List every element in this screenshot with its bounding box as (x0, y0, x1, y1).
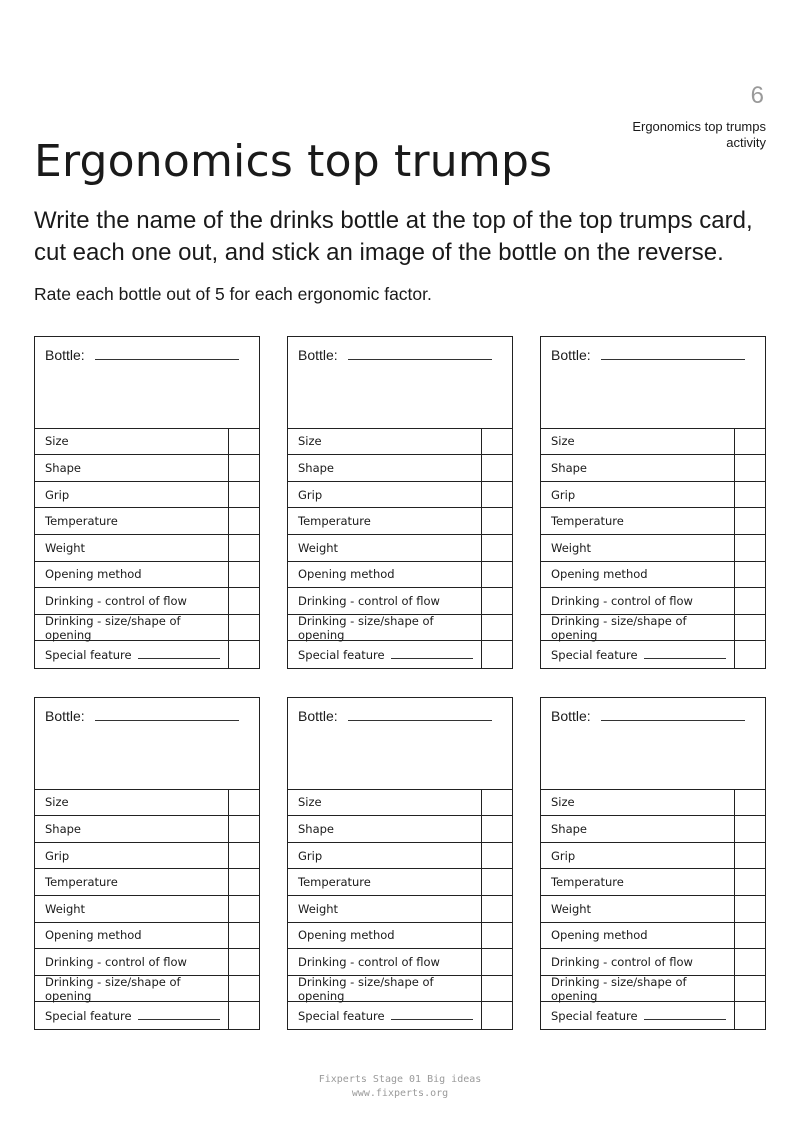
factor-label-cell (35, 816, 228, 842)
factor-label-cell (541, 641, 734, 668)
factor-label-cell (35, 790, 228, 816)
card-header (541, 698, 765, 790)
score-box[interactable] (481, 482, 512, 508)
factor-label: Temperature (45, 514, 118, 529)
factor-label: Drinking - size/shape of opening (298, 974, 434, 1003)
factor-label-cell (35, 641, 228, 668)
factor-label: Grip (551, 848, 576, 863)
factor-row (288, 790, 512, 817)
factor-label: Special feature (45, 647, 132, 662)
score-box[interactable] (228, 843, 259, 869)
trump-card (287, 697, 513, 1030)
score-box[interactable] (481, 535, 512, 561)
factor-label-cell (288, 535, 481, 561)
score-box[interactable] (734, 1002, 765, 1029)
header-caption (632, 119, 766, 151)
score-box[interactable] (481, 790, 512, 816)
score-box[interactable] (481, 896, 512, 922)
factor-row (288, 455, 512, 482)
factor-row (288, 508, 512, 535)
factor-label-cell (541, 1002, 734, 1029)
score-box[interactable] (228, 976, 259, 1002)
bottle-label: Bottle: (298, 347, 338, 363)
factor-label-cell (35, 615, 228, 641)
factor-label-cell (288, 843, 481, 869)
factor-row (541, 482, 765, 509)
factor-label-cell (288, 588, 481, 614)
factor-label: Shape (298, 822, 335, 837)
bottle-name-field[interactable] (601, 708, 745, 721)
factor-label: Size (551, 795, 575, 810)
score-box[interactable] (734, 429, 765, 455)
factor-label: Size (551, 434, 575, 449)
factor-label: Grip (45, 848, 70, 863)
factor-label: Temperature (45, 875, 118, 890)
factor-row (35, 816, 259, 843)
factor-label-cell (35, 508, 228, 534)
factor-label-cell (288, 869, 481, 895)
bottle-label: Bottle: (551, 708, 591, 724)
factor-label-cell (288, 562, 481, 588)
score-box[interactable] (481, 1002, 512, 1029)
score-box[interactable] (481, 869, 512, 895)
factor-label: Shape (551, 461, 588, 476)
factor-row (541, 562, 765, 589)
trump-card (34, 336, 260, 669)
card-header (288, 337, 512, 429)
factor-row (288, 1002, 512, 1029)
factor-row (288, 949, 512, 976)
score-box[interactable] (734, 923, 765, 949)
score-box[interactable] (228, 896, 259, 922)
factor-row (541, 1002, 765, 1029)
score-box[interactable] (228, 508, 259, 534)
factor-row (288, 641, 512, 668)
trump-card (540, 336, 766, 669)
card-header (541, 337, 765, 429)
factor-label: Opening method (45, 928, 142, 943)
instruction-text: Rate each bottle out of 5 for each ergonomic factor. (34, 284, 432, 304)
factor-row (35, 508, 259, 535)
score-box[interactable] (228, 790, 259, 816)
factor-label: Drinking - size/shape of opening (551, 613, 687, 642)
card-header (35, 698, 259, 790)
factor-label-cell (35, 1002, 228, 1029)
factor-label: Temperature (298, 514, 371, 529)
factor-row (35, 790, 259, 817)
factor-label-cell (288, 641, 481, 668)
score-box[interactable] (734, 482, 765, 508)
factor-label-cell (288, 976, 481, 1002)
factor-row (541, 535, 765, 562)
header-caption-line2: activity (726, 135, 766, 150)
factor-label-cell (541, 923, 734, 949)
factor-label-cell (35, 843, 228, 869)
factor-row (288, 976, 512, 1003)
footer-line2: www.fixperts.org (351, 1088, 449, 1099)
factor-row (35, 588, 259, 615)
factor-label-cell (288, 615, 481, 641)
factor-row (541, 790, 765, 817)
factor-label: Opening method (45, 567, 142, 582)
factor-label: Drinking - control of flow (45, 954, 187, 969)
factor-row (288, 615, 512, 642)
factor-label-cell (35, 562, 228, 588)
factor-label-cell (541, 615, 734, 641)
score-box[interactable] (481, 976, 512, 1002)
factor-label: Special feature (298, 1008, 385, 1023)
factor-label: Shape (45, 461, 82, 476)
factor-label-cell (288, 1002, 481, 1029)
score-box[interactable] (481, 843, 512, 869)
factor-label-cell (541, 976, 734, 1002)
page-number: 6 (750, 82, 764, 109)
factor-label-cell (541, 562, 734, 588)
factor-row (541, 429, 765, 456)
score-box[interactable] (481, 508, 512, 534)
score-box[interactable] (481, 641, 512, 668)
factor-label: Weight (298, 540, 339, 555)
bottle-label: Bottle: (298, 708, 338, 724)
factor-row (288, 482, 512, 509)
factor-label: Weight (45, 540, 86, 555)
factor-row (541, 508, 765, 535)
bottle-label: Bottle: (45, 708, 85, 724)
factor-row (35, 949, 259, 976)
factor-label: Drinking - size/shape of opening (298, 613, 434, 642)
factor-label: Temperature (298, 875, 371, 890)
factor-label-cell (541, 790, 734, 816)
score-box[interactable] (734, 976, 765, 1002)
factor-row (288, 562, 512, 589)
score-box[interactable] (734, 896, 765, 922)
trump-card (34, 697, 260, 1030)
factor-label-cell (288, 816, 481, 842)
factor-label-cell (541, 508, 734, 534)
factor-label: Opening method (551, 567, 648, 582)
score-box[interactable] (228, 562, 259, 588)
factor-row (541, 455, 765, 482)
special-feature-field[interactable] (138, 1011, 220, 1020)
factor-row (288, 588, 512, 615)
cards-grid (34, 336, 765, 1030)
factor-label: Opening method (298, 567, 395, 582)
factor-label: Grip (298, 487, 323, 502)
factor-label-cell (541, 535, 734, 561)
special-feature-field[interactable] (138, 650, 220, 659)
score-box[interactable] (481, 455, 512, 481)
score-box[interactable] (734, 455, 765, 481)
score-box[interactable] (228, 923, 259, 949)
special-feature-field[interactable] (644, 650, 726, 659)
score-box[interactable] (228, 429, 259, 455)
factor-label-cell (288, 790, 481, 816)
score-box[interactable] (734, 816, 765, 842)
score-box[interactable] (228, 869, 259, 895)
score-box[interactable] (228, 455, 259, 481)
factor-row (288, 429, 512, 456)
factor-row (541, 869, 765, 896)
factor-label: Drinking - size/shape of opening (45, 613, 181, 642)
factor-label-cell (35, 429, 228, 455)
factor-label: Size (45, 434, 69, 449)
factor-label: Size (298, 795, 322, 810)
factor-label: Weight (551, 901, 592, 916)
score-box[interactable] (734, 949, 765, 975)
factor-label-cell (35, 588, 228, 614)
factor-row (541, 976, 765, 1003)
factor-label-cell (288, 508, 481, 534)
factor-label-cell (288, 455, 481, 481)
score-box[interactable] (481, 588, 512, 614)
score-box[interactable] (481, 615, 512, 641)
factor-label: Grip (45, 487, 70, 502)
factor-row (541, 816, 765, 843)
score-box[interactable] (734, 843, 765, 869)
factor-row (541, 949, 765, 976)
factor-row (541, 615, 765, 642)
factor-label: Shape (551, 822, 588, 837)
score-box[interactable] (228, 816, 259, 842)
factor-label-cell (35, 455, 228, 481)
factor-label-cell (541, 843, 734, 869)
special-feature-field[interactable] (644, 1011, 726, 1020)
score-box[interactable] (734, 615, 765, 641)
factor-label-cell (541, 455, 734, 481)
factor-label-cell (288, 949, 481, 975)
factor-label: Grip (298, 848, 323, 863)
score-box[interactable] (734, 869, 765, 895)
factor-label: Drinking - control of flow (298, 593, 440, 608)
page-title: Ergonomics top trumps (34, 136, 553, 187)
score-box[interactable] (481, 429, 512, 455)
factor-label: Special feature (551, 647, 638, 662)
factor-row (35, 535, 259, 562)
factor-label-cell (288, 429, 481, 455)
score-box[interactable] (481, 562, 512, 588)
factor-label: Opening method (298, 928, 395, 943)
factor-row (35, 923, 259, 950)
score-box[interactable] (481, 949, 512, 975)
factor-label: Drinking - control of flow (298, 954, 440, 969)
factor-label: Special feature (298, 647, 385, 662)
factor-label-cell (35, 923, 228, 949)
factor-label: Opening method (551, 928, 648, 943)
score-box[interactable] (228, 535, 259, 561)
factor-label-cell (541, 816, 734, 842)
factor-row (35, 896, 259, 923)
score-box[interactable] (228, 588, 259, 614)
trump-card (540, 697, 766, 1030)
score-box[interactable] (734, 588, 765, 614)
bottle-label: Bottle: (551, 347, 591, 363)
factor-row (35, 482, 259, 509)
factor-label: Shape (45, 822, 82, 837)
factor-row (35, 976, 259, 1003)
factor-row (541, 588, 765, 615)
score-box[interactable] (481, 816, 512, 842)
factor-label-cell (541, 869, 734, 895)
score-box[interactable] (228, 482, 259, 508)
factor-label: Special feature (551, 1008, 638, 1023)
score-box[interactable] (228, 1002, 259, 1029)
factor-label-cell (288, 896, 481, 922)
factor-label: Shape (298, 461, 335, 476)
footer (0, 1073, 800, 1101)
bottle-name-field[interactable] (348, 347, 492, 360)
intro-text: Write the name of the drinks bottle at the top of the top trumps card, cut each one out, and stick an image of the bottle on the reverse. (34, 207, 753, 266)
footer-line1: Fixperts Stage 01 Big ideas (318, 1074, 482, 1085)
score-box[interactable] (734, 508, 765, 534)
factor-label: Temperature (551, 875, 624, 890)
factor-row (288, 923, 512, 950)
factor-row (35, 843, 259, 870)
factor-label-cell (541, 896, 734, 922)
factor-label: Drinking - control of flow (551, 593, 693, 608)
factor-row (541, 843, 765, 870)
factor-label-cell (541, 429, 734, 455)
card-header (288, 698, 512, 790)
factor-label-cell (288, 923, 481, 949)
factor-label: Temperature (551, 514, 624, 529)
score-box[interactable] (734, 790, 765, 816)
factor-row (35, 615, 259, 642)
score-box[interactable] (228, 615, 259, 641)
factor-label-cell (35, 482, 228, 508)
factor-label: Weight (298, 901, 339, 916)
factor-row (288, 896, 512, 923)
bottle-name-field[interactable] (601, 347, 745, 360)
factor-label-cell (35, 976, 228, 1002)
factor-row (288, 869, 512, 896)
factor-row (288, 816, 512, 843)
score-box[interactable] (734, 535, 765, 561)
score-box[interactable] (228, 949, 259, 975)
special-feature-field[interactable] (391, 650, 473, 659)
bottle-label: Bottle: (45, 347, 85, 363)
factor-row (35, 562, 259, 589)
factor-label-cell (35, 869, 228, 895)
special-feature-field[interactable] (391, 1011, 473, 1020)
score-box[interactable] (481, 923, 512, 949)
factor-label-cell (288, 482, 481, 508)
factor-row (541, 923, 765, 950)
factor-label: Special feature (45, 1008, 132, 1023)
factor-label-cell (35, 949, 228, 975)
factor-label: Size (298, 434, 322, 449)
factor-label-cell (35, 535, 228, 561)
factor-row (35, 641, 259, 668)
score-box[interactable] (228, 641, 259, 668)
bottle-name-field[interactable] (95, 708, 239, 721)
factor-row (35, 429, 259, 456)
factor-row (288, 535, 512, 562)
trump-card (287, 336, 513, 669)
factor-row (35, 1002, 259, 1029)
factor-label: Grip (551, 487, 576, 502)
factor-label-cell (541, 949, 734, 975)
factor-label: Drinking - control of flow (551, 954, 693, 969)
factor-label-cell (35, 896, 228, 922)
factor-label-cell (541, 588, 734, 614)
factor-label: Weight (551, 540, 592, 555)
factor-row (541, 896, 765, 923)
factor-label: Size (45, 795, 69, 810)
factor-row (288, 843, 512, 870)
card-header (35, 337, 259, 429)
bottle-name-field[interactable] (95, 347, 239, 360)
header-caption-line1: Ergonomics top trumps (632, 119, 766, 134)
factor-row (541, 641, 765, 668)
score-box[interactable] (734, 562, 765, 588)
factor-label-cell (541, 482, 734, 508)
score-box[interactable] (734, 641, 765, 668)
factor-row (35, 455, 259, 482)
factor-row (35, 869, 259, 896)
factor-label: Weight (45, 901, 86, 916)
factor-label: Drinking - size/shape of opening (551, 974, 687, 1003)
factor-label: Drinking - size/shape of opening (45, 974, 181, 1003)
bottle-name-field[interactable] (348, 708, 492, 721)
factor-label: Drinking - control of flow (45, 593, 187, 608)
